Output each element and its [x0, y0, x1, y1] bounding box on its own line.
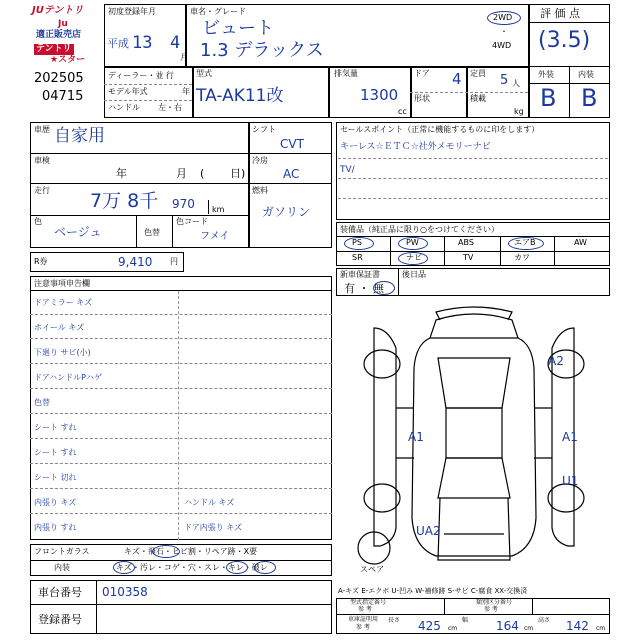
displacement-value: 1300 — [360, 86, 399, 104]
dealer-label: ディーラー・並 行 — [108, 71, 174, 80]
equip-tv: TV — [463, 253, 474, 262]
capacity-unit: 人 — [512, 79, 520, 88]
mileage-unit: km — [212, 205, 225, 214]
equipment-label: 装備品（純正品に限り○をつけてください） — [340, 225, 499, 234]
mileage-value: 7万 8千 — [90, 190, 159, 212]
note-10: 内張り すれ — [34, 523, 77, 532]
score-value: (3.5) — [538, 28, 591, 53]
inspection-month: 月 — [176, 167, 187, 180]
warranty-none-circle — [373, 281, 395, 295]
note-2: ホイール キズ — [34, 323, 85, 332]
dims-length-label: 長さ — [388, 617, 401, 624]
legend: A-キズ E-エクボ U-凹み W-補修跡 S-サビ C-腐食 XX-交換済 — [338, 587, 528, 595]
color-code: フメイ — [200, 231, 230, 242]
inspection-year: 年 — [116, 167, 127, 180]
equip-pw: PW — [406, 238, 419, 247]
note-4: ドアハンドルPハゲ — [34, 373, 102, 382]
shape-label: 形状 — [414, 94, 430, 103]
reg-year: 13 — [132, 33, 153, 53]
score-ext: B — [540, 84, 557, 112]
inspection-day: 日) — [230, 167, 246, 180]
color-label: 色 — [34, 217, 42, 226]
chassis-value: 010358 — [102, 585, 148, 599]
load-unit: kg — [514, 107, 524, 116]
spare-label: スペア — [360, 565, 384, 574]
equip-airbag-circle — [508, 237, 544, 250]
reg-era: 平成 — [107, 37, 129, 50]
score-label: 評 価 点 — [540, 7, 580, 20]
ac-value: AC — [283, 167, 300, 181]
dims-width-label: 幅 — [462, 617, 469, 624]
color-change-label: 色替 — [144, 228, 160, 237]
warranty-label: 新車保証書 — [340, 270, 380, 279]
score-int-label: 内装 — [578, 70, 594, 79]
drive-dot: ・ — [500, 27, 508, 36]
score-int: B — [581, 84, 598, 112]
equip-ps: PS — [352, 238, 362, 247]
inspection-label: 車検 — [34, 156, 50, 165]
equip-navi: ナビ — [406, 253, 422, 262]
stock-no-1: 202505 — [34, 71, 84, 86]
stock-no-2: 04715 — [42, 89, 84, 104]
logo-brand: JUテントリ — [32, 5, 84, 16]
glass-stone-circle — [152, 545, 180, 558]
load-label: 積載 — [470, 94, 486, 103]
car-grade: 1.3 デラックス — [200, 40, 324, 61]
logo-box — [30, 4, 102, 65]
drive-2wd: 2WD — [493, 13, 513, 22]
reg-month-unit: 月 — [180, 53, 188, 62]
fuel-label: 燃料 — [252, 186, 268, 195]
glass-label: フロントガラス — [34, 547, 90, 556]
dims-cert-sub: 参 考 — [356, 624, 370, 631]
dims-length: 425 — [418, 619, 441, 633]
equip-pw-circle — [398, 237, 428, 250]
note-3: 下廻り サビ(小) — [34, 348, 91, 357]
recycle-label: R券 — [34, 257, 48, 266]
doors-label: ドア — [414, 69, 430, 78]
equip-airbag: エアB — [514, 238, 536, 247]
note-r10: ドア内張り キズ — [184, 523, 243, 532]
note-6: シート すれ — [34, 423, 77, 432]
glass-options: キズ・飛石・ヒビ割・リペア跡・X要 — [124, 547, 258, 556]
note-5: 色替 — [34, 398, 50, 407]
dims-model-label: 型式指定番号 — [350, 599, 387, 606]
ac-label: 冷房 — [252, 156, 268, 165]
dims-width: 164 — [496, 619, 519, 633]
color-code-label: 色コード — [176, 217, 208, 226]
mark-ua2: UA2 — [416, 524, 441, 538]
logo-shop: 適正販売店 — [36, 30, 82, 40]
dims-cert-label: 車庫証明用 — [348, 616, 379, 623]
regno-label: 登録番号 — [38, 613, 82, 626]
note-9: 内張り キズ — [34, 498, 77, 507]
handle-label: ハンドル — [108, 103, 140, 112]
logo-tentori: テントリ — [36, 44, 72, 54]
dims-class-label: 類別区分番号 — [476, 599, 513, 606]
interior-cut-circle — [254, 561, 276, 574]
handle-opts: 左・右 — [158, 103, 182, 112]
usage-label: 車歴 — [34, 125, 50, 134]
interior-scratch-circle — [113, 561, 135, 574]
dims-height: 142 — [566, 619, 589, 633]
displacement-unit: cc — [398, 107, 407, 116]
dims-height-label: 高さ — [538, 617, 551, 624]
interior-rub-circle — [226, 561, 248, 574]
fuel-value: ガソリン — [262, 205, 311, 219]
score-ext-label: 外装 — [538, 70, 554, 79]
logo-star: ★スター — [50, 55, 86, 65]
equip-navi-circle — [398, 252, 428, 265]
shift-value: CVT — [280, 137, 304, 151]
mark-a2: A2 — [548, 354, 564, 368]
dims-length-unit: cm — [448, 625, 458, 632]
note-8: シート 切れ — [34, 473, 77, 482]
logo-ju: Ju — [58, 19, 68, 29]
recycle-box — [30, 252, 184, 272]
notes-label: 注意事項申告欄 — [34, 279, 90, 288]
sales-point-label: セールスポイント（正常に機能するものに印をします） — [340, 125, 540, 134]
displacement-label: 排気量 — [334, 69, 358, 78]
note-1: ドアミラー キズ — [34, 298, 93, 307]
car-label: 車名・グレード — [190, 7, 246, 16]
equip-aw: AW — [574, 238, 587, 247]
note-7: シート すれ — [34, 448, 77, 457]
warranty-later-label: 後日品 — [402, 270, 426, 279]
mark-a1-left: A1 — [408, 430, 424, 444]
reg-month: 4 — [170, 33, 181, 53]
drive-4wd: 4WD — [492, 41, 512, 50]
chassis-label: 車台番号 — [38, 586, 82, 599]
dims-class-sub: 参 考 — [484, 606, 498, 613]
dims-width-unit: cm — [524, 625, 534, 632]
recycle-value: 9,410 — [118, 255, 153, 269]
interior-label: 内装 — [54, 563, 70, 572]
sales-point-box — [336, 122, 610, 220]
equip-abs: ABS — [458, 238, 474, 247]
mark-a1-right: A1 — [562, 430, 578, 444]
type-label: 型式 — [196, 69, 212, 78]
interior-options: キズ・汚レ・コゲ・穴・スレ・キレ・破レ — [116, 563, 268, 572]
dims-model-sub: 参 考 — [358, 606, 372, 613]
reg-label: 初度登録年月 — [108, 7, 156, 16]
sales-point-line2: TV/ — [340, 165, 355, 175]
capacity-label: 定員 — [470, 69, 486, 78]
model-year-unit: 年 — [182, 87, 190, 96]
car-name: ビュート — [202, 18, 274, 39]
recycle-unit: 円 — [170, 257, 178, 266]
sales-point-line1: キーレス☆ＥＴＣ☆社外メモリーナビ — [340, 142, 491, 152]
inspection-paren: ( — [200, 167, 205, 180]
equip-leather: カワ — [514, 253, 530, 262]
mileage-label: 走行 — [34, 186, 50, 195]
warranty-options: 有 ・ 無 — [344, 282, 384, 295]
capacity-value: 5 — [500, 73, 509, 88]
color-value: ベージュ — [54, 225, 102, 239]
doors-value: 4 — [452, 70, 462, 88]
equip-ps-circle — [344, 237, 374, 250]
mark-u1: U1 — [562, 474, 579, 488]
model-year-label: モデル年式 — [108, 87, 148, 96]
shift-label: シフト — [252, 125, 276, 134]
mileage-sub: 970 — [172, 197, 195, 211]
equip-sr: SR — [352, 253, 363, 262]
dims-height-unit: cm — [596, 625, 606, 632]
note-r9: ハンドル キズ — [184, 498, 235, 507]
type-value: TA-AK11改 — [196, 86, 284, 106]
usage-value: 自家用 — [54, 126, 105, 146]
